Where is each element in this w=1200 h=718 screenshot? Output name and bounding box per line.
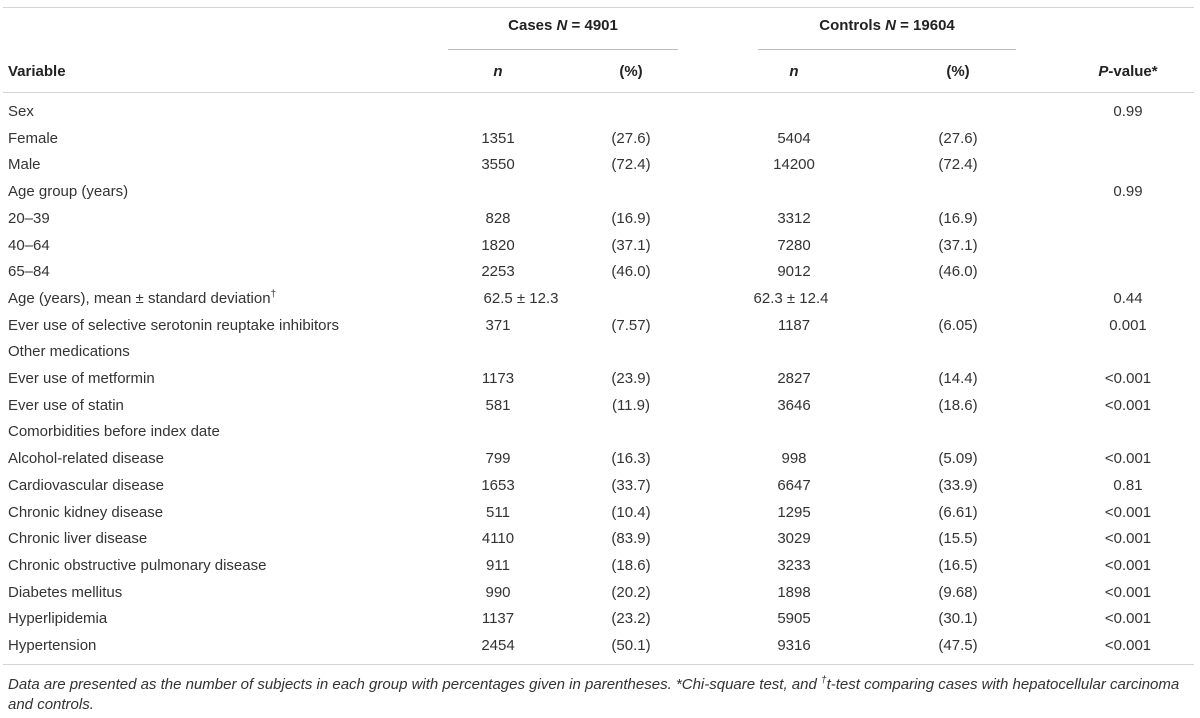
pvalue-cell: <0.001	[1104, 637, 1152, 654]
cases-n-cell: 799	[485, 450, 511, 468]
controls-n-cell: 3312	[777, 209, 811, 227]
row-label: Age group (years)	[8, 183, 129, 201]
cases-group-header	[448, 17, 678, 35]
table-row	[0, 606, 1200, 632]
row-label: 20–39	[8, 209, 50, 227]
table-row	[0, 99, 1200, 125]
table-row	[0, 339, 1200, 365]
cases-pct-cell: (20.2)	[611, 583, 651, 601]
controls-pct-cell: (18.6)	[938, 396, 978, 414]
cases-n-cell: 1351	[481, 129, 515, 147]
cases-pct-cell: (10.4)	[611, 503, 651, 521]
controls-pct-cell: (30.1)	[938, 610, 978, 628]
table-row	[0, 473, 1200, 499]
cases-pct-cell: (11.9)	[611, 396, 651, 414]
table-row	[0, 206, 1200, 232]
pvalue-header-rest: -value*	[1108, 63, 1158, 80]
controls-mean-cell: 62.3 ± 12.4	[753, 289, 829, 307]
cases-pct-cell: (7.57)	[611, 316, 651, 334]
pvalue-cell: <0.001	[1104, 610, 1152, 628]
cases-n-value: = 4901	[571, 17, 618, 34]
controls-n-cell: 5905	[777, 610, 811, 628]
row-label: Ever use of selective serotonin reuptake inhibitors	[8, 316, 340, 334]
controls-pct-cell: (5.09)	[938, 450, 978, 468]
cases-n-cell: 828	[485, 209, 511, 227]
footnote-text-2: -test comparing cases with hepatocellular carcinoma and controls.	[8, 676, 1180, 713]
row-label: 65–84	[8, 263, 50, 281]
cases-pct-cell: (37.1)	[611, 236, 651, 254]
controls-n-cell: 5404	[777, 129, 811, 147]
row-label: 40–64	[8, 236, 50, 254]
table-row	[0, 179, 1200, 205]
cases-pct-cell: (46.0)	[611, 263, 651, 281]
footnote-dagger: †	[821, 675, 827, 686]
cases-n-cell: 2454	[481, 637, 515, 654]
cases-n-cell: 1820	[481, 236, 515, 254]
table-row	[0, 580, 1200, 606]
controls-n-value: = 19604	[900, 17, 955, 34]
header-rule	[3, 92, 1194, 93]
table-row	[0, 152, 1200, 178]
bottom-rule	[3, 664, 1194, 665]
table-row	[0, 393, 1200, 419]
pvalue-cell: <0.001	[1104, 503, 1152, 521]
controls-n-cell: 2827	[777, 370, 811, 387]
row-label: Chronic kidney disease	[8, 503, 164, 521]
controls-pct-cell: (27.6)	[938, 129, 978, 147]
controls-n-cell: 3233	[777, 556, 811, 574]
table-row	[0, 633, 1200, 659]
cases-group-underline	[448, 49, 678, 50]
row-label: Diabetes mellitus	[8, 583, 123, 601]
controls-n-cell: 9012	[777, 263, 811, 281]
row-label: Chronic obstructive pulmonary disease	[8, 556, 267, 574]
table-row	[0, 313, 1200, 339]
column-header-controls-pct: (%)	[946, 63, 970, 80]
cases-n-cell: 3550	[481, 156, 515, 174]
cases-pct-cell: (16.9)	[611, 209, 651, 227]
table-row	[0, 233, 1200, 259]
controls-pct-cell: (37.1)	[938, 236, 978, 254]
controls-pct-cell: (14.4)	[938, 370, 978, 387]
cases-pct-cell: (18.6)	[611, 556, 651, 574]
controls-n-symbol: N	[885, 17, 896, 34]
pvalue-cell: 0.99	[1113, 183, 1143, 201]
column-header-controls-n: n	[789, 63, 799, 80]
controls-pct-cell: (16.9)	[938, 209, 978, 227]
controls-n-cell: 14200	[773, 156, 815, 174]
row-label: Ever use of metformin	[8, 370, 155, 387]
row-label: Hyperlipidemia	[8, 610, 108, 628]
row-label-text: Age (years), mean ± standard deviation	[8, 289, 271, 307]
pvalue-p-symbol: P	[1098, 63, 1109, 80]
table-row	[0, 126, 1200, 152]
row-label: Sex	[8, 103, 34, 120]
cases-pct-cell: (23.9)	[611, 370, 651, 387]
cases-pct-cell: (33.7)	[611, 476, 651, 494]
controls-pct-cell: (46.0)	[938, 263, 978, 281]
pvalue-cell: <0.001	[1104, 396, 1152, 414]
controls-group-label: Controls	[819, 17, 881, 34]
controls-pct-cell: (47.5)	[938, 637, 978, 654]
table-row	[0, 366, 1200, 392]
column-header-cases-pct: (%)	[619, 63, 643, 80]
controls-n-cell: 3029	[777, 530, 811, 548]
controls-n-cell: 3646	[777, 396, 811, 414]
row-label: Male	[8, 156, 41, 174]
table-footnote	[8, 675, 1196, 715]
controls-n-cell: 1898	[777, 583, 811, 601]
cases-pct-cell: (50.1)	[611, 637, 651, 654]
dagger-mark: †	[270, 288, 277, 300]
cases-n-cell: 1653	[481, 476, 515, 494]
controls-n-cell: 9316	[777, 637, 811, 654]
cases-pct-cell: (83.9)	[611, 530, 651, 548]
table-row	[0, 419, 1200, 445]
row-label: Hypertension	[8, 637, 97, 654]
cases-mean-cell: 62.5 ± 12.3	[483, 289, 559, 307]
cases-n-cell: 1173	[481, 370, 515, 387]
controls-n-cell: 1295	[777, 503, 811, 521]
cases-n-cell: 911	[486, 556, 510, 574]
column-header-variable: Variable	[8, 63, 66, 80]
cases-n-cell: 581	[485, 396, 511, 414]
cases-n-cell: 990	[485, 583, 511, 601]
footnote-text-1: Data are presented as the number of subjects in each group with percentages given in parentheses. *Chi-square test, and	[8, 676, 821, 693]
cases-pct-cell: (72.4)	[611, 156, 651, 174]
row-label: Comorbidities before index date	[8, 423, 220, 441]
pvalue-cell: 0.81	[1113, 476, 1143, 494]
controls-group-header	[758, 17, 1016, 35]
cases-pct-cell: (27.6)	[611, 129, 651, 147]
cases-pct-cell: (23.2)	[611, 610, 651, 628]
controls-pct-cell: (72.4)	[938, 156, 978, 174]
cases-n-cell: 2253	[481, 263, 515, 281]
controls-n-cell: 7280	[777, 236, 811, 254]
table-row	[0, 286, 1200, 312]
controls-pct-cell: (6.61)	[938, 503, 978, 521]
table-row	[0, 446, 1200, 472]
cases-n-symbol: N	[556, 17, 568, 34]
controls-n-cell: 6647	[777, 476, 811, 494]
row-label: Ever use of statin	[8, 396, 124, 414]
cases-n-cell: 4110	[481, 530, 515, 548]
controls-pct-cell: (9.68)	[938, 583, 978, 601]
pvalue-cell: 0.99	[1113, 103, 1143, 120]
column-header-pvalue	[1038, 63, 1200, 81]
pvalue-cell: <0.001	[1104, 450, 1152, 468]
table-row	[0, 259, 1200, 285]
cases-n-cell: 511	[486, 503, 510, 521]
row-label	[8, 290, 276, 308]
cases-pct-cell: (16.3)	[611, 450, 651, 468]
controls-n-cell: 998	[781, 450, 807, 468]
table-row	[0, 553, 1200, 579]
cases-n-cell: 1137	[481, 610, 515, 628]
table-row	[0, 500, 1200, 526]
controls-group-underline	[758, 49, 1016, 50]
pvalue-cell: <0.001	[1104, 370, 1152, 387]
column-header-cases-n: n	[493, 63, 503, 80]
pvalue-cell: 0.001	[1109, 316, 1147, 334]
top-rule	[3, 7, 1194, 8]
pvalue-cell: <0.001	[1104, 583, 1152, 601]
cases-group-label: Cases	[508, 17, 553, 34]
pvalue-cell: 0.44	[1113, 289, 1143, 307]
controls-n-cell: 1187	[777, 316, 811, 334]
table-row	[0, 526, 1200, 552]
row-label: Other medications	[8, 343, 130, 361]
pvalue-cell: <0.001	[1104, 556, 1152, 574]
row-label: Alcohol-related disease	[8, 450, 164, 468]
footnote-t-symbol: t	[826, 676, 831, 693]
row-label: Chronic liver disease	[8, 530, 148, 548]
row-label: Cardiovascular disease	[8, 476, 164, 494]
controls-pct-cell: (33.9)	[938, 476, 978, 494]
controls-pct-cell: (6.05)	[938, 316, 978, 334]
controls-pct-cell: (15.5)	[938, 530, 978, 548]
pvalue-cell: <0.001	[1104, 530, 1152, 548]
controls-pct-cell: (16.5)	[938, 556, 978, 574]
row-label: Female	[8, 129, 59, 147]
cases-n-cell: 371	[485, 316, 511, 334]
